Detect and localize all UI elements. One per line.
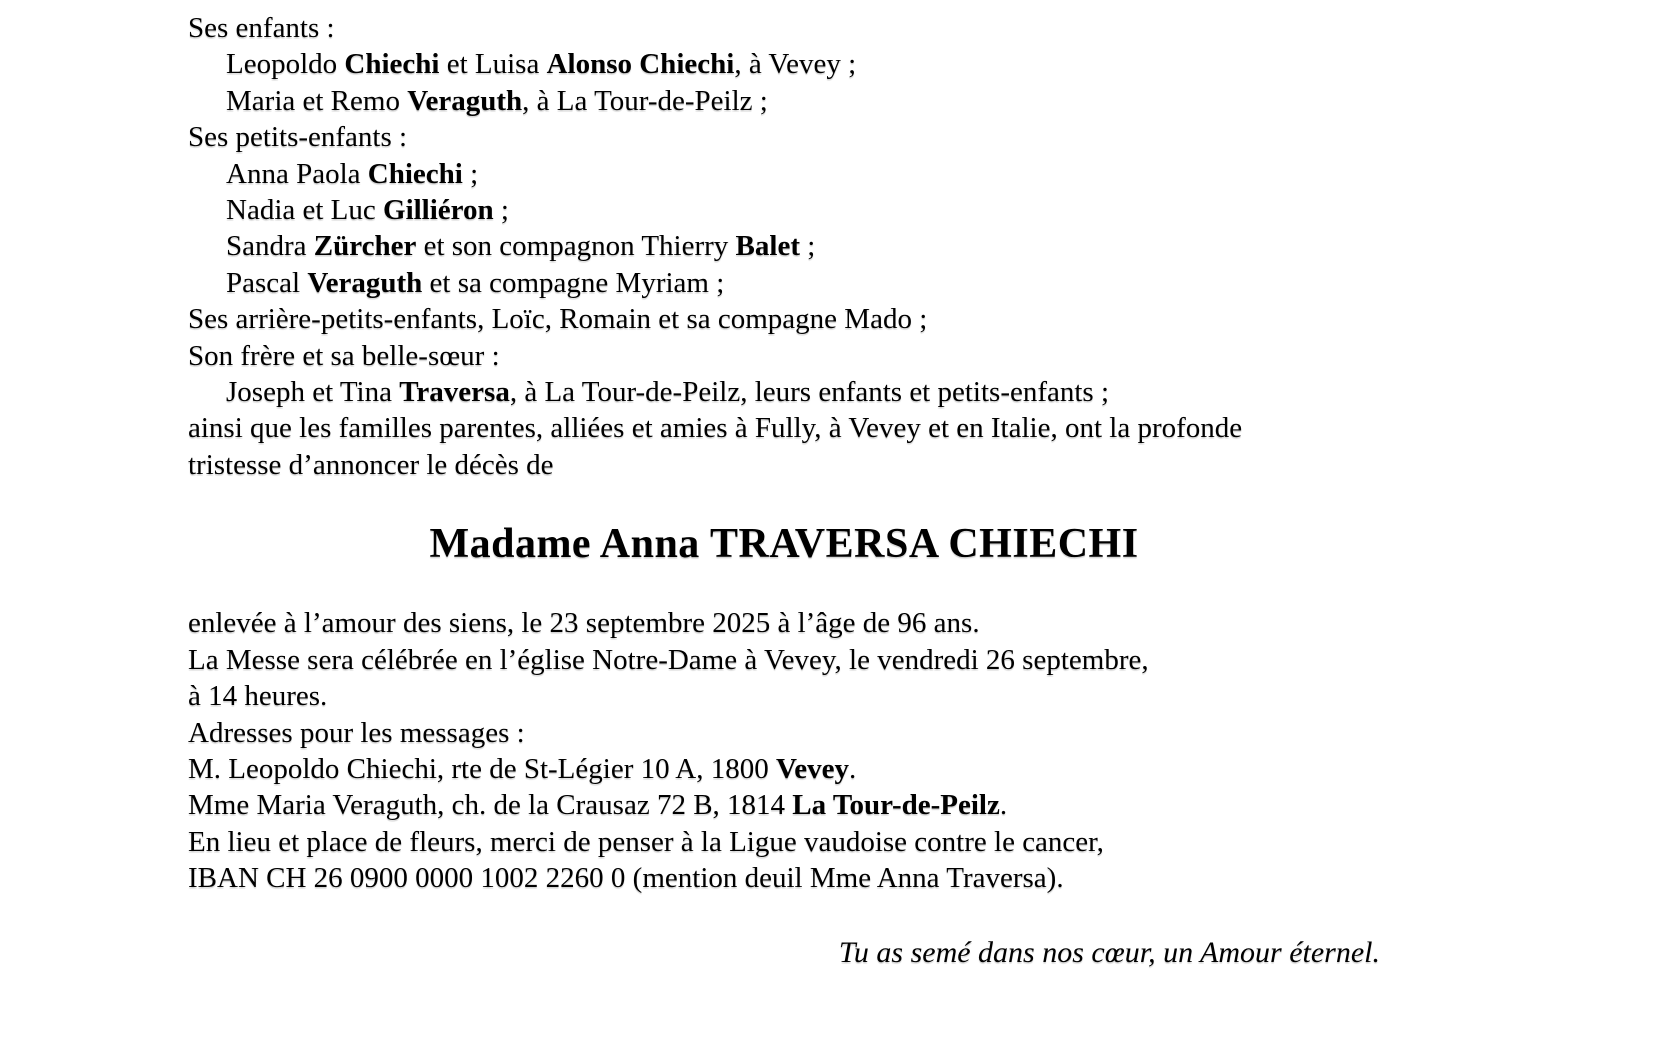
text-line	[188, 265, 1380, 301]
text-line	[188, 787, 1380, 823]
ceremony-section	[188, 605, 1380, 896]
text-segment: La Tour-de-Peilz	[792, 789, 1000, 822]
text-segment: ainsi que les familles parentes, alliées et amies à Fully, à Vevey et en Italie, ont la profonde	[188, 412, 1243, 445]
text-segment: Son frère et sa belle-sœur :	[188, 339, 500, 372]
text-segment: En lieu et place de fleurs, merci de penser à la Ligue vaudoise contre le cancer,	[188, 825, 1104, 858]
text-segment: Adresses pour les messages :	[188, 716, 525, 749]
text-segment: Ses petits-enfants :	[188, 121, 408, 154]
text-line	[188, 119, 1380, 155]
text-segment: Chiechi	[367, 157, 463, 190]
text-segment: Leopoldo	[226, 48, 345, 81]
text-segment: Traversa	[399, 376, 510, 409]
text-segment: Pascal	[226, 266, 308, 299]
obituary-content	[188, 0, 1380, 971]
text-line	[188, 374, 1380, 410]
text-line	[188, 678, 1380, 714]
text-segment: et son compagnon Thierry	[416, 230, 736, 263]
text-line	[188, 447, 1380, 483]
text-line	[188, 10, 1380, 46]
text-segment: La Messe sera célébrée en l’église Notre-Dame à Vevey, le vendredi 26 septembre,	[188, 643, 1149, 676]
text-line	[188, 824, 1380, 860]
text-line	[188, 301, 1380, 337]
text-segment: Sandra	[226, 230, 314, 263]
text-line	[188, 156, 1380, 192]
text-segment: Vevey	[775, 752, 849, 785]
text-segment: , à Vevey ;	[734, 48, 857, 81]
text-segment: Chiechi	[344, 48, 440, 81]
text-segment: Gilliéron	[383, 194, 494, 227]
text-segment: M. Leopoldo Chiechi, rte de St-Légier 10 A, 1800	[188, 752, 776, 785]
text-segment: tristesse d’annoncer le décès de	[188, 448, 554, 481]
text-line	[188, 46, 1380, 82]
text-segment: enlevée à l’amour des siens, le 23 septembre 2025 à l’âge de 96 ans.	[188, 607, 980, 640]
text-segment: , à La Tour-de-Peilz ;	[522, 84, 768, 117]
text-segment: Mme Maria Veraguth, ch. de la Crausaz 72 B, 1814	[188, 789, 793, 822]
text-segment: Balet	[735, 230, 800, 263]
text-line	[188, 83, 1380, 119]
text-segment: ;	[799, 230, 816, 263]
deceased-name-title: Madame Anna TRAVERSA CHIECHI	[429, 521, 1139, 568]
text-line	[188, 642, 1380, 678]
family-section	[188, 10, 1380, 483]
text-segment: Zürcher	[313, 230, 417, 263]
text-segment: Veraguth	[307, 266, 423, 299]
text-line	[188, 228, 1380, 264]
text-line	[188, 338, 1380, 374]
text-line	[188, 410, 1380, 446]
text-line	[188, 751, 1380, 787]
text-segment: et Luisa	[439, 48, 547, 81]
text-line	[188, 860, 1380, 896]
text-line	[188, 715, 1380, 751]
text-line	[188, 605, 1380, 641]
text-segment: Joseph et Tina	[226, 376, 400, 409]
text-line	[188, 192, 1380, 228]
memorial-quote: Tu as semé dans nos cœur, un Amour éternel.	[838, 935, 1380, 969]
text-segment: Nadia et Luc	[226, 194, 384, 227]
text-segment: , à La Tour-de-Peilz, leurs enfants et petits-enfants ;	[509, 376, 1110, 409]
text-segment: et sa compagne Myriam ;	[422, 266, 725, 299]
text-segment: IBAN CH 26 0900 0000 1002 2260 0 (mention deuil Mme Anna Traversa).	[188, 862, 1064, 895]
text-segment: ;	[462, 157, 479, 190]
text-segment: Veraguth	[407, 84, 523, 117]
text-segment: Ses arrière-petits-enfants, Loïc, Romain et sa compagne Mado ;	[188, 303, 928, 336]
text-segment: Ses enfants :	[188, 12, 335, 44]
text-segment: à 14 heures.	[188, 680, 328, 713]
text-segment: Anna Paola	[226, 157, 368, 190]
text-segment: .	[999, 789, 1008, 822]
text-segment: .	[848, 752, 857, 785]
text-segment: Alonso Chiechi	[546, 48, 735, 81]
text-segment: ;	[493, 194, 509, 227]
text-segment: Maria et Remo	[226, 84, 408, 117]
